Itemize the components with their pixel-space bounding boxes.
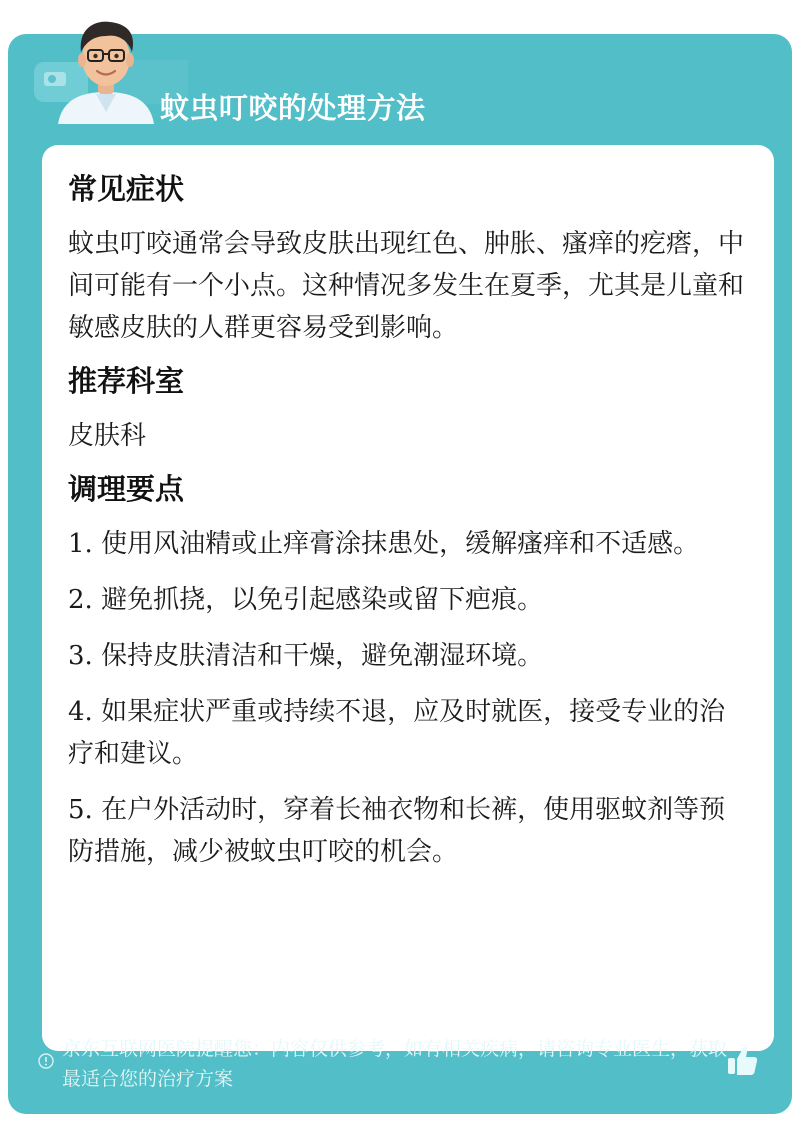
list-item-text: 在户外活动时，穿着长袖衣物和长裤，使用驱蚊剂等预防措施，减少被蚊虫叮咬的机会。 (68, 795, 726, 867)
department-text: 皮肤科 (68, 421, 147, 451)
list-item (68, 579, 748, 621)
list-item-text: 避免抓挠，以免引起感染或留下疤痕。 (101, 585, 544, 615)
list-item-number: 1. (68, 529, 93, 559)
section-title-care: 调理要点 (68, 472, 185, 506)
list-item (68, 789, 748, 873)
list-item-text: 如果症状严重或持续不退，应及时就医，接受专业的治疗和建议。 (68, 697, 726, 769)
list-item-text: 保持皮肤清洁和干燥，避免潮湿环境。 (101, 641, 544, 671)
disclaimer-text: 京东互联网医院提醒您：内容仅供参考，如有相关疾病，请咨询专业医生，获取最适合您的治疗方案 (62, 1038, 728, 1090)
list-item-text: 使用风油精或止痒膏涂抹患处，缓解瘙痒和不适感。 (101, 529, 700, 559)
footer (8, 1034, 792, 1114)
article-card (8, 34, 792, 1114)
list-item (68, 635, 748, 677)
list-item-number: 2. (68, 585, 93, 615)
page-title: 蚊虫叮咬的处理方法 (160, 91, 426, 125)
list-item (68, 691, 748, 775)
symptoms-text: 蚊虫叮咬通常会导致皮肤出现红色、肿胀、瘙痒的疙瘩，中间可能有一个小点。这种情况多发生在夏季，尤其是儿童和敏感皮肤的人群更容易受到影响。 (68, 229, 745, 343)
content-panel (42, 145, 774, 1051)
section-title-symptoms: 常见症状 (68, 172, 185, 206)
list-item-number: 4. (68, 697, 93, 727)
info-icon (38, 1053, 54, 1069)
list-item-number: 5. (68, 795, 93, 825)
section-title-department: 推荐科室 (68, 364, 185, 398)
list-item-number: 3. (68, 641, 93, 671)
doctor-avatar (48, 8, 164, 124)
thumbs-up-icon[interactable] (724, 1042, 760, 1078)
list-item (68, 523, 748, 565)
